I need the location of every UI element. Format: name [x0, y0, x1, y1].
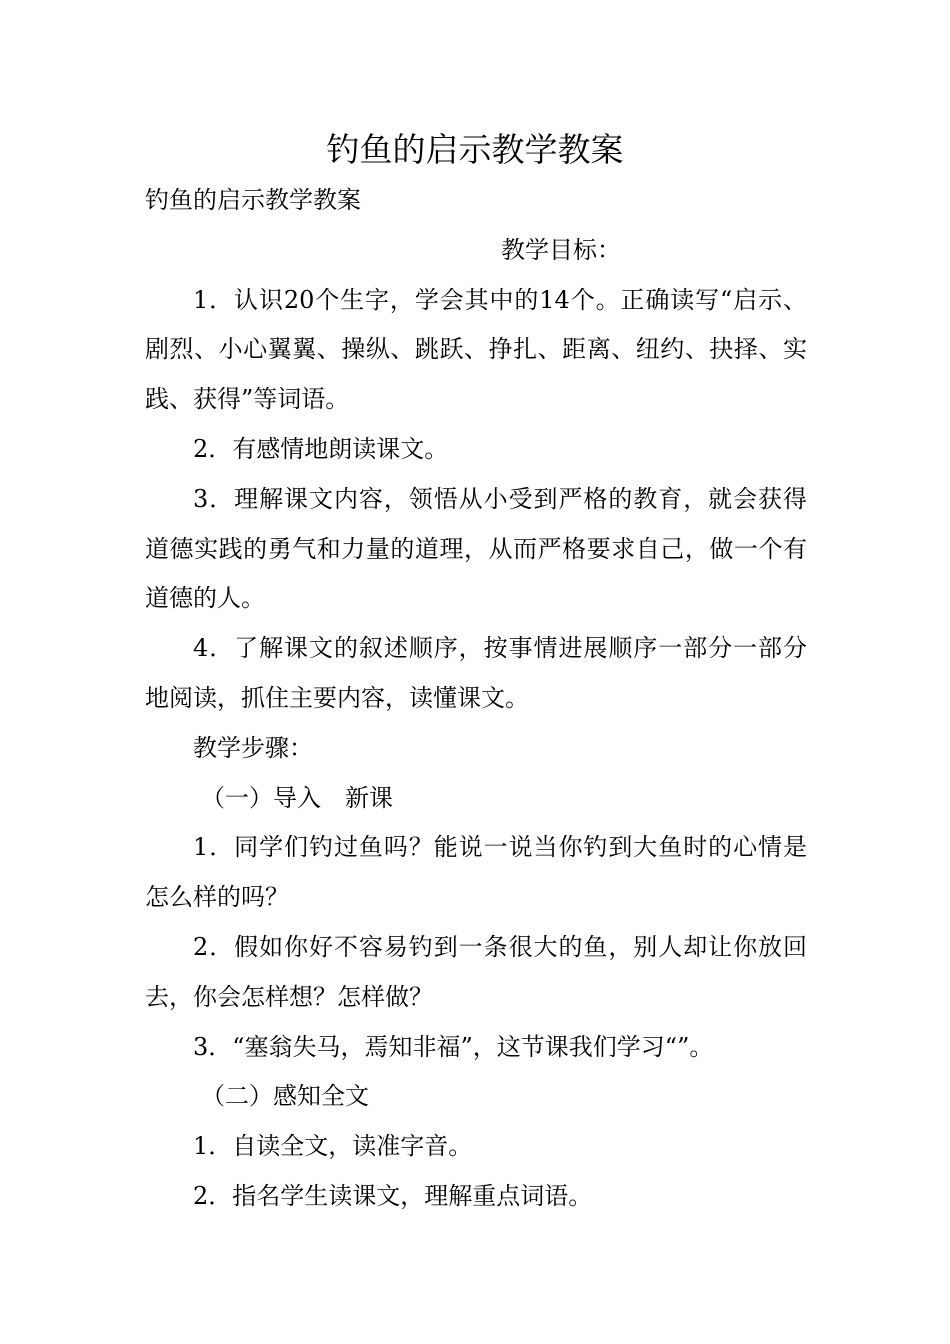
document-subtitle: 钓鱼的启示教学教案 [145, 186, 361, 214]
steps-heading: 教学步骤： [193, 733, 313, 762]
objective-item-4: 4．了解课文的叙述顺序，按事情进展顺序一部分一部分地阅读，抓住主要内容，读懂课文。 [145, 634, 807, 712]
section-two-item-1: 1．自读全文，读准字音。 [193, 1132, 473, 1161]
section-one-heading: （一）导入 新课 [201, 783, 393, 812]
section-one-item-2: 2．假如你好不容易钓到一条很大的鱼，别人却让你放回去，你会怎样想？怎样做？ [145, 932, 807, 1011]
section-one-item-3: 3．“塞翁失马，焉知非福”，这节课我们学习“”。 [193, 1032, 714, 1061]
section-two-item-2: 2．指名学生读课文，理解重点词语。 [193, 1181, 593, 1210]
objective-item-3: 3．理解课文内容，领悟从小受到严格的教育，就会获得道德实践的勇气和力量的道理，从而严格要求自己，做一个有道德的人。 [145, 484, 807, 613]
section-two-heading: （二）感知全文 [201, 1082, 369, 1111]
objectives-heading: 教学目标： [501, 235, 621, 264]
document-body [145, 176, 807, 1222]
objective-item-2: 2．有感情地朗读课文。 [193, 434, 449, 463]
objective-item-1: 1．认识20个生字，学会其中的14个。正确读写“启示、剧烈、小心翼翼、操纵、跳跃、挣扎、距离、纽约、抉择、实践、获得”等词语。 [145, 285, 807, 414]
document-title: 钓鱼的启示教学教案 [326, 130, 624, 169]
section-one-item-1: 1．同学们钓过鱼吗？能说一说当你钓到大鱼时的心情是怎么样的吗？ [145, 833, 807, 912]
